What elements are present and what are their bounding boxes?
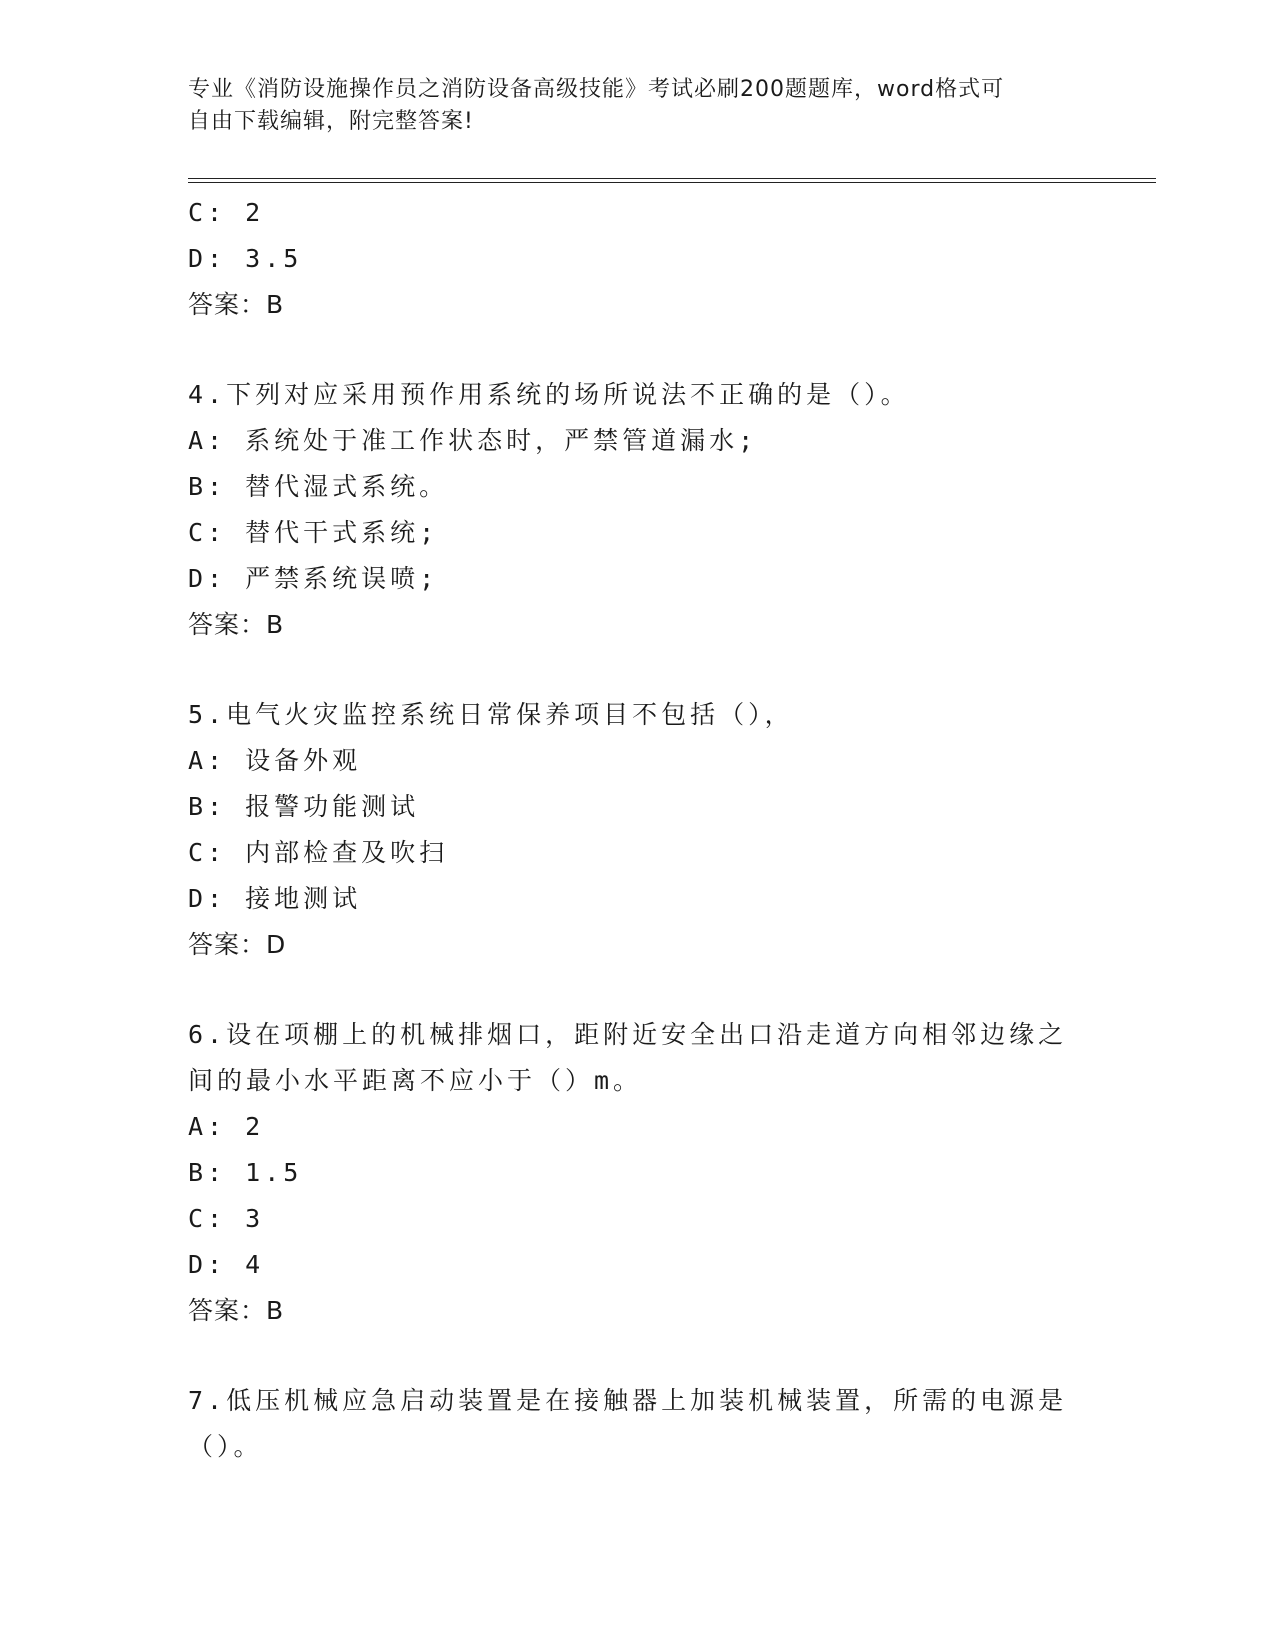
answer-line: 答案：B [188,610,285,639]
spacer [188,968,1088,1012]
question-stem-continued: （）。 [188,1432,263,1461]
option-line: C: 2 [188,198,265,227]
spacer [188,648,1088,692]
option-line: C: 替代干式系统; [188,518,439,547]
answer-line: 答案：D [188,930,287,959]
option-line: C: 内部检查及吹扫 [188,838,449,867]
answer-line: 答案：B [188,1296,285,1325]
question-stem-continued: 间的最小水平距离不应小于（）m。 [188,1066,643,1095]
option-line: C: 3 [188,1204,265,1233]
question-stem: 7.低压机械应急启动装置是在接触器上加装机械装置，所需的电源是 [188,1386,1068,1415]
spacer [188,1334,1088,1378]
option-line: B: 报警功能测试 [188,792,420,821]
option-line: D: 接地测试 [188,884,362,913]
header-divider-top [188,178,1156,179]
option-line: D: 3.5 [188,244,303,273]
question-stem: 5.电气火灾监控系统日常保养项目不包括（）， [188,700,794,729]
document-header [188,74,1068,138]
header-line-2: 自由下载编辑，附完整答案! [188,109,474,134]
header-divider-bottom [188,182,1156,183]
option-line: A: 2 [188,1112,265,1141]
option-line: D: 4 [188,1250,265,1279]
option-line: B: 1.5 [188,1158,303,1187]
option-line: A: 设备外观 [188,746,362,775]
option-line: B: 替代湿式系统。 [188,472,449,501]
question-stem: 4.下列对应采用预作用系统的场所说法不正确的是（）。 [188,380,910,409]
option-line: D: 严禁系统误喷; [188,564,439,593]
spacer [188,328,1088,372]
header-line-1: 专业《消防设施操作员之消防设备高级技能》考试必刷200题题库，word格式可 [188,77,1005,102]
option-line: A: 系统处于准工作状态时，严禁管道漏水; [188,426,758,455]
question-list [188,190,1088,1470]
answer-line: 答案：B [188,290,285,319]
question-stem: 6.设在项棚上的机械排烟口，距附近安全出口沿走道方向相邻边缘之 [188,1020,1068,1049]
